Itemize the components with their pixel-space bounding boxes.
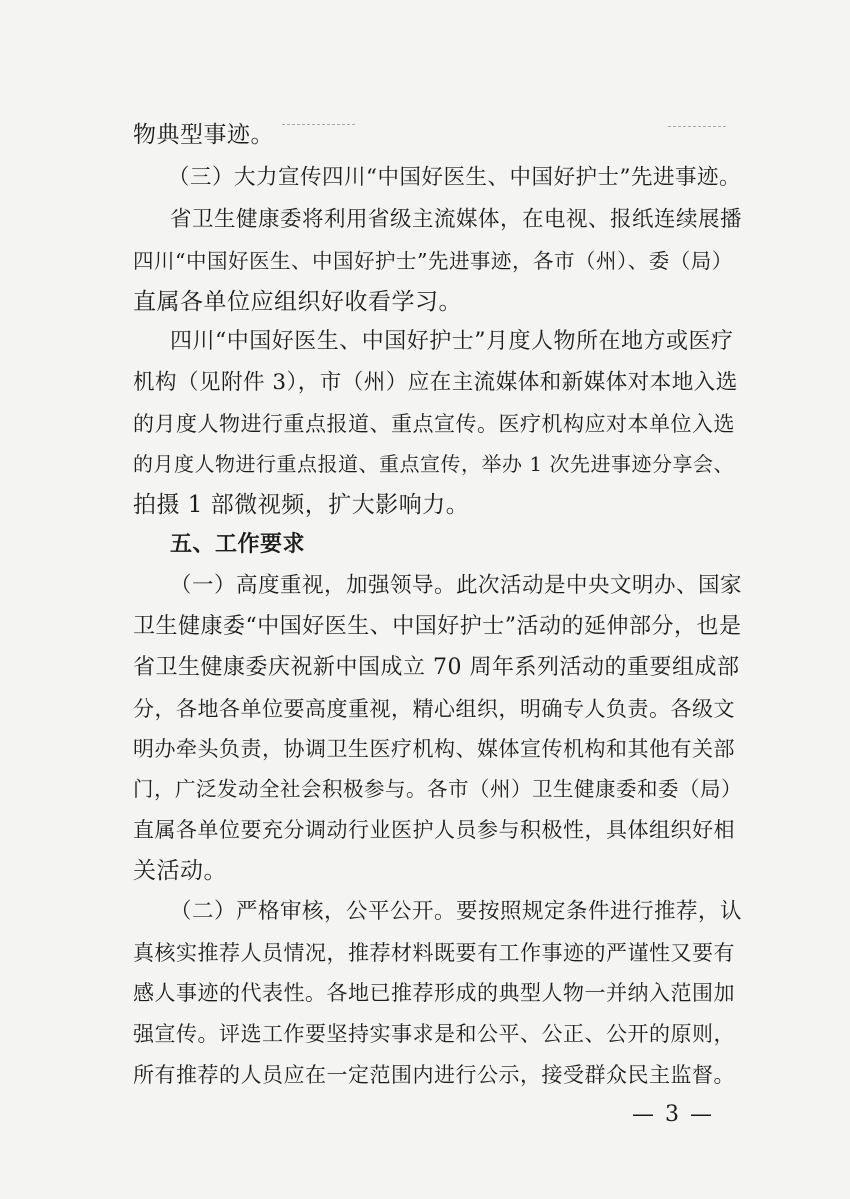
- body-line: 机构（见附件 3），市（州）应在主流媒体和新媒体对本地入选: [133, 370, 738, 395]
- body-line: 四川“中国好医生、中国好护士”月度人物所在地方或医疗: [170, 329, 734, 354]
- subheading-line: （三）大力宣传四川“中国好医生、中国好护士”先进事迹。: [168, 165, 741, 190]
- body-line: 分，各地各单位要高度重视，精心组织，明确专人负责。各级文: [133, 697, 735, 721]
- body-line: （二）严格审核，公平公开。要按照规定条件进行推荐，认: [170, 899, 743, 924]
- body-line: 直属各单位要充分调动行业医护人员参与积极性，具体组织好相: [133, 818, 735, 842]
- body-line: 四川“中国好医生、中国好护士”先进事迹，各市（州）、委（局）: [133, 249, 733, 273]
- body-line: 强宣传。评选工作要坚持实事求是和公平、公正、公开的原则，: [133, 1022, 735, 1046]
- body-line: 卫生健康委“中国好医生、中国好护士”活动的延伸部分，也是: [133, 614, 742, 639]
- body-line: 的月度人物进行重点报道、重点宣传，举办 1 次先进事迹分享会、: [133, 452, 734, 476]
- body-line: （一）高度重视，加强领导。此次活动是中央文明办、国家: [170, 573, 743, 598]
- body-line: 拍摄 1 部微视频，扩大影响力。: [133, 492, 470, 518]
- body-line: 的月度人物进行重点报道、重点宣传。医疗机构应对本单位入选: [133, 412, 735, 436]
- body-line: 感人事迹的代表性。各地已推荐形成的典型人物一并纳入范围加: [133, 981, 735, 1005]
- page-number: — 3 —: [632, 1102, 714, 1127]
- body-line: 物典型事迹。: [133, 122, 274, 148]
- body-line: 关活动。: [133, 858, 227, 884]
- body-line: 所有推荐的人员应在一定范围内进行公示，接受群众民主监督。: [133, 1063, 735, 1087]
- body-line: 明办牵头负责，协调卫生医疗机构、媒体宣传机构和其他有关部: [133, 737, 735, 761]
- body-line: 真核实推荐人员情况，推荐材料既要有工作事迹的严谨性又要有: [133, 941, 735, 965]
- body-line: 省卫生健康委将利用省级主流媒体，在电视、报纸连续展播: [170, 207, 743, 232]
- body-line: 省卫生健康委庆祝新中国成立 70 周年系列活动的重要组成部: [133, 655, 740, 680]
- section-heading: 五、工作要求: [170, 532, 306, 557]
- body-line: 直属各单位应组织好收看学习。: [133, 289, 462, 315]
- scan-artifact: [282, 124, 357, 125]
- scan-artifact: [668, 126, 728, 127]
- body-line: 门，广泛发动全社会积极参与。各市（州）卫生健康委和委（局）: [133, 777, 742, 801]
